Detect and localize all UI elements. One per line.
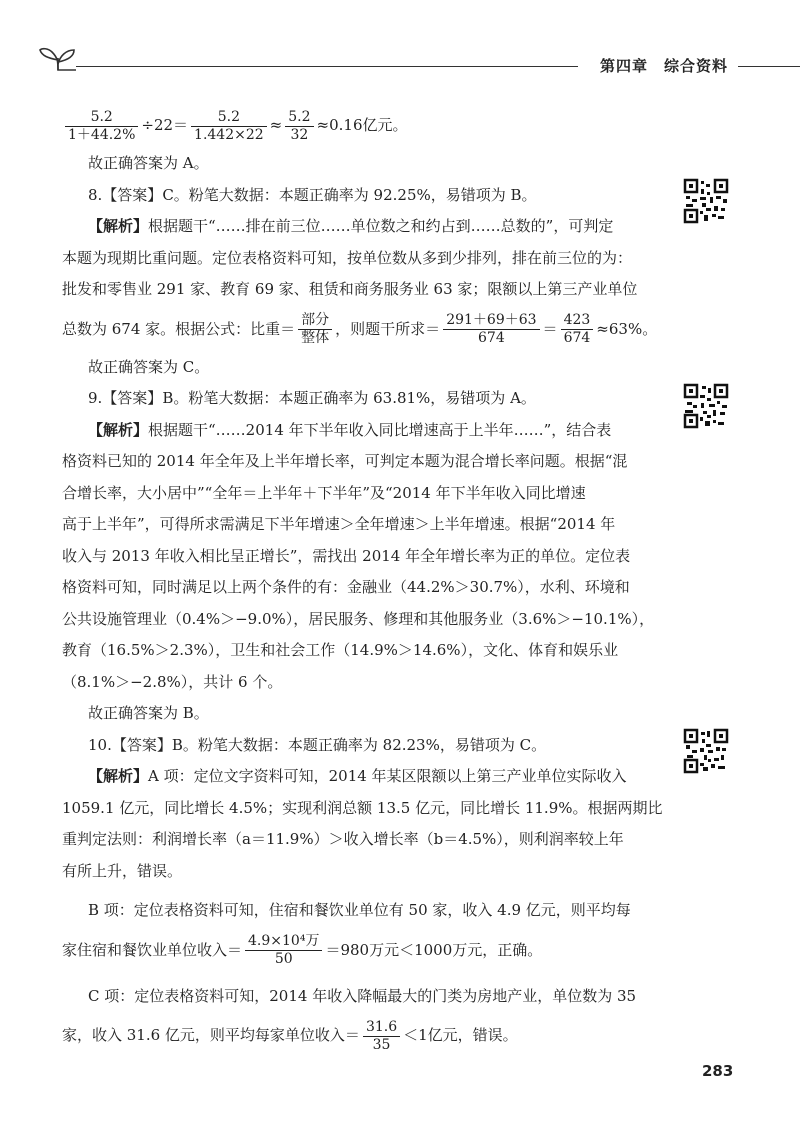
fraction: $\frac{291+69+63}{674}$ xyxy=(443,312,539,347)
text-line: B 项：定位表格资料可知，住宿和餐饮业单位有 50 家，收入 4.9 亿元，则平均每 xyxy=(88,901,631,919)
formula-line: $\frac{5.2}{1+44.2\%}$ ÷22＝ $\frac{5.2}{1.442\times 22}$ ≈ $\frac{5.2}{32}$ ≈0.16亿元。 xyxy=(62,102,702,148)
q9-answer: 9.【答案】B。粉笔大数据：本题正确率为 63.81%，易错项为 A。 xyxy=(88,389,536,407)
page-header xyxy=(38,44,800,84)
text-line: 合增长率，大小居中”“全年＝上半年＋下半年”及“2014 年下半年收入同比增速 xyxy=(62,483,586,502)
header-rule-left xyxy=(76,66,578,67)
text-line: 重判定法则：利润增长率（a＝11.9%）＞收入增长率（b＝4.5%），则利润率较上年 xyxy=(62,830,624,848)
fraction: $\frac{5.2}{1+44.2\%}$ xyxy=(65,109,138,144)
q10-answer: 10.【答案】B。粉笔大数据：本题正确率为 82.23%，易错项为 C。 xyxy=(88,735,547,754)
fraction: $\frac{\text{4.9×10⁴万}}{50}$ xyxy=(245,933,322,968)
q9-analysis: 【解析】根据题干“……2014 年下半年收入同比增速高于上半年……”，结合表 xyxy=(88,420,612,439)
answer-line: 故正确答案为 B。 xyxy=(88,704,209,722)
text-line: 格资料可知，同时满足以上两个条件的有：金融业（44.2%＞30.7%），水利、环境和 xyxy=(62,578,630,596)
text-line: 批发和零售业 291 家、教育 69 家、租赁和商务服务业 63 家；限额以上第三产业单位 xyxy=(62,280,638,298)
qr-code-icon[interactable] xyxy=(683,178,729,224)
answer-line: 故正确答案为 C。 xyxy=(88,357,210,376)
formula-line: 家，收入 31.6 亿元，则平均每家单位收入＝ $\frac{31.6}{35}$ ＜1亿元，错误。 xyxy=(62,1018,518,1053)
fraction: $\frac{\text{部分}}{\text{整体}}$ xyxy=(298,312,332,347)
fraction: $\frac{5.2}{32}$ xyxy=(285,109,313,144)
formula-line: 家住宿和餐饮业单位收入＝ $\frac{\text{4.9×10⁴万}}{50}$ ＝980万元＜1000万元，正确。 xyxy=(62,933,543,967)
answer-line: 故正确答案为 A。 xyxy=(88,154,209,172)
sprout-logo-icon xyxy=(38,44,78,74)
fraction: $\frac{5.2}{1.442\times 22}$ xyxy=(191,109,267,144)
text-line: 本题为现期比重问题。定位表格资料可知，按单位数从多到少排列，排在前三位的为： xyxy=(62,248,633,267)
chapter-title: 第四章 综合资料 xyxy=(599,57,728,75)
text-line: 1059.1 亿元，同比增长 4.5%；实现利润总额 13.5 亿元，同比增长 11.9%。根据两期比 xyxy=(62,798,663,817)
text-line: 教育（16.5%＞2.3%），卫生和社会工作（14.9%＞14.6%），文化、体育和娱乐业 xyxy=(62,641,619,659)
q8-answer: 8.【答案】C。粉笔大数据：本题正确率为 92.25%，易错项为 B。 xyxy=(88,185,537,204)
page-number: 283 xyxy=(702,1062,734,1080)
text-line: 高于上半年”，可得所求需满足下半年增速＞全年增速＞上半年增速。根据“2014 年 xyxy=(62,515,616,533)
qr-code-icon[interactable] xyxy=(683,383,729,429)
text-line: 有所上升，错误。 xyxy=(62,861,183,880)
q10-analysis: 【解析】A 项：定位文字资料可知，2014 年某区限额以上第三产业单位实际收入 xyxy=(88,767,627,785)
qr-code-icon[interactable] xyxy=(683,728,729,774)
text-line: C 项：定位表格资料可知，2014 年收入降幅最大的门类为房地产业，单位数为 35 xyxy=(88,986,637,1005)
page-content xyxy=(62,102,702,1058)
header-rule-right xyxy=(738,66,800,67)
fraction: $\frac{423}{674}$ xyxy=(561,312,594,347)
text-line: 公共设施管理业（0.4%＞−9.0%），居民服务、修理和其他服务业（3.6%＞−10.1%）， xyxy=(62,609,655,628)
q8-analysis: 【解析】根据题干“……排在前三位……单位数之和约占到……总数的”，可判定 xyxy=(88,217,614,235)
text-line: （8.1%＞−2.8%），共计 6 个。 xyxy=(62,672,283,691)
fraction: $\frac{31.6}{35}$ xyxy=(363,1019,400,1054)
text-line: 格资料已知的 2014 年全年及上半年增长率，可判定本题为混合增长率问题。根据“混 xyxy=(62,452,628,470)
text-line: 收入与 2013 年收入相比呈正增长”，需找出 2014 年全年增长率为正的单位。定位表 xyxy=(62,546,631,565)
formula-line: 总数为 674 家。根据公式：比重＝ $\frac{\text{部分}}{\text{整体}}$ ，则题干所求＝ $\frac{291+69+63}{674}$ ＝ $\frac{423}{674}$ ≈63%。 xyxy=(62,312,658,346)
